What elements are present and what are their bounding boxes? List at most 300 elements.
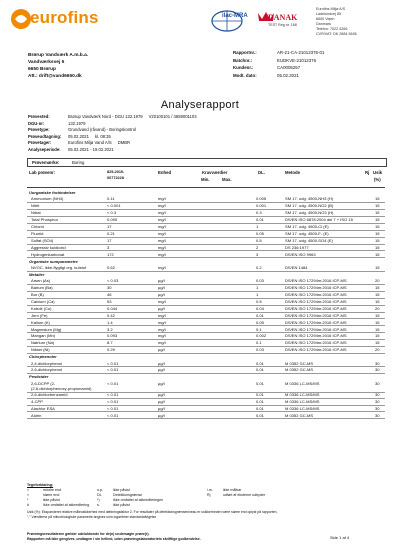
info-value: Eurofins Miljø Vand A/S [68, 140, 112, 146]
param-unit: µg/l [158, 412, 165, 418]
meta-row [233, 73, 393, 81]
param-dl: 0.01 [256, 380, 264, 386]
info-key: Prøvetager: [28, 140, 52, 146]
danak-text: DANAK [268, 13, 298, 22]
meta-key: Batchnr.: [233, 57, 253, 63]
table-row [27, 367, 385, 373]
eurofins-wordmark: eurofins [30, 8, 99, 27]
table-row [27, 238, 385, 244]
param-unit: mg/l [158, 210, 166, 216]
param-dl: 0.005 [256, 196, 267, 202]
param-unit: µg/l [158, 292, 165, 297]
param-dl: 0.2 [256, 264, 262, 270]
param-dl: 0.1 [256, 340, 262, 346]
sample-info [28, 114, 378, 154]
legend-symbol: < [27, 488, 30, 492]
table-row [27, 217, 385, 223]
param-method: DS/EN 1484 [285, 264, 308, 270]
param-uncert: 15 [375, 237, 380, 243]
param-uncert: 30 [375, 412, 380, 418]
param-value: 46 [107, 292, 112, 297]
info-key: Analyseperiode: [28, 146, 61, 152]
param-dl: 0.01 [256, 405, 264, 411]
param-dl: 0.01 [256, 391, 264, 397]
param-value: < 0.001 [107, 203, 121, 209]
param-unit: µg/l [158, 367, 165, 373]
recipient-line: Brørup Vandværk A.m.b.a. [28, 53, 89, 58]
table-row [27, 285, 385, 291]
meta-key: Rapportnr.: [233, 50, 257, 55]
param-method: DS/EN ISO 6878:2004 del 7 + ISO 15 [285, 217, 353, 223]
param-unit: mg/l [158, 230, 166, 236]
legend-text: mindre end [43, 488, 61, 492]
param-value: 53 [107, 298, 112, 304]
legend-text: Detektionsgrænse [113, 493, 143, 497]
param-uncert: 15 [375, 285, 380, 291]
table-row [27, 413, 385, 419]
param-method: M 0336 LC-MS/MS [285, 391, 320, 397]
info-key: Prøveudtagning: [28, 133, 62, 139]
param-name-cont: (2,6-dichlorphenoxy-propionamid) [31, 385, 92, 391]
param-unit: µg/l [158, 278, 165, 284]
param-name: Bor (B) [31, 292, 44, 297]
legend-text: ikke påvist [113, 488, 130, 492]
legend-symbol: i.m. [207, 488, 213, 492]
table-row [27, 380, 385, 391]
param-name: Arsen (As) [31, 278, 51, 284]
param-unit: mg/l [158, 326, 166, 332]
footer [27, 532, 287, 542]
info-key: DGU-nr: [28, 120, 45, 126]
param-method: SM 17. udg. 4500-NO2 (B) [285, 203, 334, 209]
legend-text: Ikke omfattet af akkreditering [43, 503, 90, 507]
param-value: 0.090 [107, 217, 118, 223]
param-dl: 0.04 [256, 305, 264, 311]
param-uncert: 15 [375, 196, 380, 202]
param-name: Magnesium (Mg) [31, 326, 62, 332]
param-dl: 0.03 [256, 347, 264, 353]
param-value: < 0.03 [107, 278, 119, 284]
param-method: DS/EN ISO 17294m:2016 ICP-MS [285, 312, 347, 318]
section-label: Organiske sumparametre [29, 258, 78, 264]
param-uncert: 30 [375, 360, 380, 366]
table-row [27, 210, 385, 216]
param-name: Barium (Ba) [31, 285, 53, 291]
param-uncert: 15 [375, 292, 380, 297]
param-method: SM 17. udg. 4500-F- (E) [285, 230, 329, 236]
report-meta [233, 50, 393, 80]
table-row [27, 203, 385, 209]
legend-text: udført af eksterne udbyder [223, 493, 266, 497]
info-value: Grundvand (råvand) - Boringskontrol [68, 127, 136, 133]
param-method: M 0336 LC-MS/MS [285, 405, 320, 411]
param-value: 17 [107, 224, 112, 229]
param-method: SM 17. udg. 4500-NH3 (H) [285, 196, 334, 202]
param-method: DS/EN ISO 17294m:2016 ICP-MS [285, 278, 347, 284]
ilac-mra-text: ilac-MRA [222, 13, 248, 19]
table-row [27, 313, 385, 319]
info-value: Brørup Vandværk Nord - DGU 132.1979 [68, 114, 143, 119]
table-row [27, 327, 385, 333]
table-row [27, 265, 385, 271]
param-uncert: 15 [375, 217, 380, 223]
header-divider [27, 187, 385, 188]
col-krav: Kravværdier [202, 170, 228, 175]
meta-value: CA0005257 [277, 65, 301, 70]
param-uncert: 15 [375, 298, 380, 304]
legend-text: større end [43, 493, 60, 497]
param-unit: mg/l [158, 312, 166, 318]
param-name: Alachlor ESA [31, 405, 55, 411]
table-row [27, 252, 385, 258]
info-value: V20100101 / 4559001103 [148, 114, 197, 119]
param-method: DS/EN ISO 17294m:2016 ICP-MS [285, 319, 347, 325]
legend-symbol: > [27, 493, 30, 497]
table-row [27, 231, 385, 237]
param-unit: mg/l [158, 196, 166, 202]
param-dl: 0.5 [256, 298, 262, 304]
param-unit: µg/l [158, 405, 165, 411]
param-uncert: 15 [375, 340, 380, 346]
param-unit: mg/l [158, 237, 166, 243]
param-dl: 0.01 [256, 398, 264, 404]
legend-symbol: Rj [207, 493, 211, 497]
param-dl: 0.001 [256, 203, 267, 209]
param-unit: µg/l [158, 305, 165, 311]
table-row [27, 333, 385, 339]
param-value: 0.093 [107, 333, 118, 339]
company-line: Ladelundvej 85 [316, 12, 342, 17]
param-dl: 0.01 [256, 360, 264, 366]
param-dl: 0.01 [256, 367, 264, 373]
param-dl: 3 [256, 251, 259, 257]
meta-key: Modt. dato: [233, 72, 257, 78]
param-uncert: 30 [375, 405, 380, 411]
company-address [316, 7, 396, 38]
danak-logo [250, 9, 298, 37]
section-heading [27, 354, 385, 360]
sample-mark-box [27, 158, 387, 167]
table-row [27, 392, 385, 398]
eurofins-emblem-icon [10, 8, 32, 30]
param-dl: 1 [256, 285, 259, 291]
param-value: < 0.3 [107, 210, 117, 216]
col-rj: Rj [365, 170, 370, 175]
param-unit: µg/l [158, 360, 165, 366]
param-name: Ammonium (NH4) [31, 196, 64, 202]
page-title: Analyserapport [160, 99, 240, 111]
param-uncert: 30 [375, 367, 380, 373]
param-method: DS/EN ISO 17294m:2016 ICP-MS [285, 326, 347, 332]
param-dl: 0.05 [256, 319, 264, 325]
param-dl: 0.01 [256, 217, 264, 223]
legend-symbol: DL [97, 493, 102, 497]
recipient-line: Att.: drift@vand6650.dk [28, 74, 82, 79]
param-method: M 0336 LC-MS/MS [285, 380, 320, 386]
col-min: Min. [201, 177, 210, 182]
table-row [27, 361, 385, 367]
param-method: DS/EN ISO 17294m:2016 ICP-MS [285, 292, 347, 297]
legend [27, 483, 387, 520]
param-name: 4-CPP [31, 398, 43, 404]
param-uncert: 30 [375, 398, 380, 404]
legend-note: Usik (%): Ekspanderet relative måleusikkerhed med dækningsfaktor 2. For resultater på detektionsgrænseniveau er usikkerheden være større end oplyst på rapporten. [27, 510, 278, 514]
meta-key: Kundenr.: [233, 65, 254, 70]
section-heading [27, 190, 385, 196]
param-name: 2,6-dichlorbenzamid [31, 391, 68, 397]
param-value: 0.11 [107, 196, 115, 202]
param-value: 0.21 [107, 230, 115, 236]
param-unit: µg/l [158, 380, 165, 386]
param-name: 2,6-dichlorphenol [31, 367, 63, 373]
meta-value: AR-21-CA-21012376-01 [277, 50, 325, 55]
param-uncert: 15 [375, 326, 380, 332]
param-method: M 0352 GC-MS [285, 360, 314, 366]
param-dl: 1 [256, 292, 259, 297]
param-value: < 0.01 [107, 380, 119, 386]
legend-grid [27, 488, 387, 510]
info-key: Prøvetype: [28, 127, 50, 133]
param-value: < 0.01 [107, 412, 119, 418]
section-heading [27, 272, 385, 278]
param-value: < 0.01 [107, 398, 119, 404]
info-row [28, 114, 378, 121]
param-unit: µg/l [158, 391, 165, 397]
footer-line: Prøvningsresultaterne gælder udelukkende for de(n) undersøgte prøve(r). [27, 532, 150, 536]
table-row [27, 320, 385, 326]
param-method: M 0336 LC-MS/MS [285, 398, 320, 404]
company-line: Danmark [316, 22, 331, 27]
legend-text: ikke påvist [43, 498, 60, 502]
param-value: 172 [107, 251, 114, 257]
param-dl: 0.002 [256, 333, 267, 339]
param-dl: 0.1 [256, 326, 262, 332]
info-value: 05.02.2021 - 19.02.2021 [68, 146, 114, 152]
param-uncert: 15 [375, 244, 380, 250]
param-unit: mg/l [158, 264, 166, 270]
param-value: < 0.01 [107, 367, 119, 373]
legend-note: "-" Værdierne på mikrobiologiske parametre angives som logaritmer standardafvigelse [27, 515, 157, 519]
info-value: 05.02.2021 [68, 133, 89, 139]
param-name: Natrium (Na) [31, 340, 55, 346]
col-max: Max. [222, 177, 232, 182]
recipient-line: Vandværksvej 5 [28, 60, 65, 65]
param-uncert: 15 [375, 230, 380, 236]
param-value: 1.4 [107, 319, 113, 325]
param-uncert: 15 [375, 312, 380, 318]
param-method: DS/EN ISO 17294m:2016 ICP-MS [285, 333, 347, 339]
table-row [27, 224, 385, 230]
meta-row [233, 65, 393, 73]
param-method: DS/EN ISO 17294m:2016 ICP-MS [285, 285, 347, 291]
company-line: 6600 Vejen [316, 17, 335, 22]
info-value: DMBR [117, 140, 131, 146]
company-line: Telefon: 7022 4266 [316, 27, 348, 32]
danak-reg-text: TEST Reg.nr. 168 [268, 23, 297, 27]
legend-symbol: u.p. [97, 488, 103, 492]
table-row [27, 340, 385, 346]
param-value: 3 [107, 244, 110, 250]
legend-text: ikke målbar [223, 488, 242, 492]
meta-row [233, 58, 393, 66]
param-value: < 0.01 [107, 391, 119, 397]
param-uncert: 15 [375, 224, 380, 229]
param-unit: µg/l [158, 347, 165, 353]
table-row [27, 347, 385, 353]
legend-symbol: # [27, 503, 29, 507]
section-heading [27, 374, 385, 380]
col-uncert2: (%) [374, 177, 381, 182]
section-label: Metaller [29, 271, 45, 277]
col-unit: Enhed [158, 170, 172, 175]
legend-symbol: s. [97, 503, 100, 507]
param-unit: mg/l [158, 217, 166, 223]
param-uncert: 15 [375, 210, 380, 216]
company-line: Eurofins Miljø A/S [316, 7, 346, 11]
param-dl: 0.03 [256, 278, 264, 284]
recipient-address [28, 52, 88, 80]
param-method: SM 17. udg. 4500-SO4 (E) [285, 237, 333, 243]
param-uncert: 20 [375, 278, 380, 284]
table-row [27, 245, 385, 251]
param-unit: mg/l [158, 298, 166, 304]
param-uncert: 15 [375, 333, 380, 339]
page-number: Side 1 af 4 [330, 535, 350, 540]
param-uncert: 15 [375, 251, 380, 257]
param-name: Nikkel (Ni) [31, 347, 50, 353]
param-name: Calcium (Ca) [31, 298, 55, 304]
param-unit: mg/l [158, 244, 166, 250]
recipient-line: 6650 Brørup [28, 67, 56, 72]
param-unit: mg/l [158, 340, 166, 346]
footer-line: Rapporten må ikke gengives, undtagen i sin helhed, uden prøvningslaboratoriets skriftlige godkendelse. [27, 537, 201, 541]
param-uncert: 15 [375, 264, 380, 270]
table-row [27, 278, 385, 284]
legend-text: Ikke omfattet af akkrediteringen [113, 498, 164, 502]
info-value: kl. 08:35 [94, 133, 111, 139]
info-row [28, 127, 378, 134]
param-unit: mg/l [158, 319, 166, 325]
meta-value: 05.02.2021 [277, 72, 299, 78]
company-line: CVR/VAT: DK 2884 8186 [316, 32, 357, 37]
param-dl: 0.05 [256, 230, 264, 236]
param-dl: 0.01 [256, 312, 264, 318]
param-dl: 0.01 [256, 412, 264, 418]
param-name: Mangan (Mn) [31, 333, 56, 339]
param-dl: 0.5 [256, 237, 262, 243]
param-value: 30 [107, 285, 112, 291]
col-uncert: Usik [373, 170, 383, 175]
meta-value: EUDKVE-21012376 [277, 57, 317, 63]
param-uncert: 30 [375, 391, 380, 397]
param-method: SM 17. udg. 4500-Cl (E) [285, 224, 329, 229]
legend-symbol: *) [97, 498, 100, 502]
param-method: DS/EN ISO 17294m:2016 ICP-MS [285, 340, 347, 346]
table-row [27, 292, 385, 298]
param-name: Hydrogenkarbonat [31, 251, 65, 257]
param-name: Fluorid [31, 230, 44, 236]
param-uncert: 15 [375, 319, 380, 325]
sample-mark-key: Prøvemærke: [32, 160, 60, 165]
param-name: NVOC, ikke-flygtigt org. kulstof [31, 264, 87, 270]
info-value: 132.1979 [68, 120, 86, 126]
col-lab: Lab prøvenr: [29, 170, 56, 175]
param-name: Nitrat [31, 210, 41, 216]
param-unit: mg/l [158, 333, 166, 339]
table-row [27, 406, 385, 412]
param-uncert: 30 [375, 380, 380, 386]
table-row [27, 399, 385, 405]
param-value: 0.62 [107, 264, 115, 270]
param-method: DS/EN ISO 17294m:2016 ICP-MS [285, 305, 347, 311]
param-name: Kalium (K) [31, 319, 50, 325]
section-label: Pesticider [29, 374, 49, 380]
col-sampleno: 825-2019- [107, 170, 125, 174]
param-name: Aldrin [31, 412, 42, 418]
param-name: Kobolt (Co) [31, 305, 52, 311]
param-name: Jern (Fe) [31, 312, 48, 318]
info-row [28, 147, 378, 154]
param-dl: 1 [256, 224, 259, 229]
meta-row [233, 50, 393, 58]
param-method: SM 17. udg. 4500-NO3 (H) [285, 210, 334, 216]
table-row [27, 196, 385, 202]
col-method: Metode [285, 170, 301, 175]
col-sampleno2: 00772228 [107, 176, 124, 180]
param-name: Aggressiv kuldioxid [31, 244, 66, 250]
param-value: 3.2 [107, 326, 113, 332]
param-unit: µg/l [158, 398, 165, 404]
param-name: Total Phosphor [31, 217, 58, 223]
param-method: M 0352 GC-MS [285, 367, 314, 373]
param-value: 17 [107, 237, 112, 243]
param-uncert: 15 [375, 203, 380, 209]
param-value: 8.7 [107, 340, 113, 346]
param-value: < 0.01 [107, 360, 119, 366]
section-label: Uorganiske forbindelser [29, 190, 76, 195]
section-label: Chlorphenoler [29, 354, 57, 360]
legend-text: ikke påvist [113, 503, 130, 507]
legend-title: Tegnforklaring: [27, 483, 54, 487]
param-uncert: 20 [375, 305, 380, 311]
info-row [28, 134, 378, 141]
table-row [27, 306, 385, 312]
param-unit: µg/l [158, 285, 165, 291]
param-method: DS/EN ISO 17294m:2016 ICP-MS [285, 347, 347, 353]
param-uncert: 20 [375, 347, 380, 353]
param-unit: mg/l [158, 224, 166, 229]
param-unit: mg/l [158, 251, 166, 257]
sample-mark-value: Boring [72, 160, 85, 165]
info-row [28, 140, 378, 147]
param-value: < 0.01 [107, 405, 119, 411]
section-heading [27, 259, 385, 265]
param-method: DS/EN ISO 17294m:2016 ICP-MS [285, 298, 347, 304]
param-name: Sulfat (SO4) [31, 237, 54, 243]
info-row [28, 121, 378, 128]
param-name: 2,6-DCPP (2- [31, 380, 56, 386]
legend-symbol: * [27, 498, 29, 502]
param-name: Nitrit [31, 203, 40, 209]
param-name: Chlorid [31, 224, 44, 229]
param-method: DS/EN ISO 9963 [285, 251, 316, 257]
param-method: M 0352 GC-MS [285, 412, 314, 418]
param-method: DS 236:1977 [285, 244, 309, 250]
table-row [27, 299, 385, 305]
col-dl: DL. [258, 170, 265, 175]
param-value: 0.29 [107, 347, 115, 353]
param-dl: 2 [256, 244, 259, 250]
